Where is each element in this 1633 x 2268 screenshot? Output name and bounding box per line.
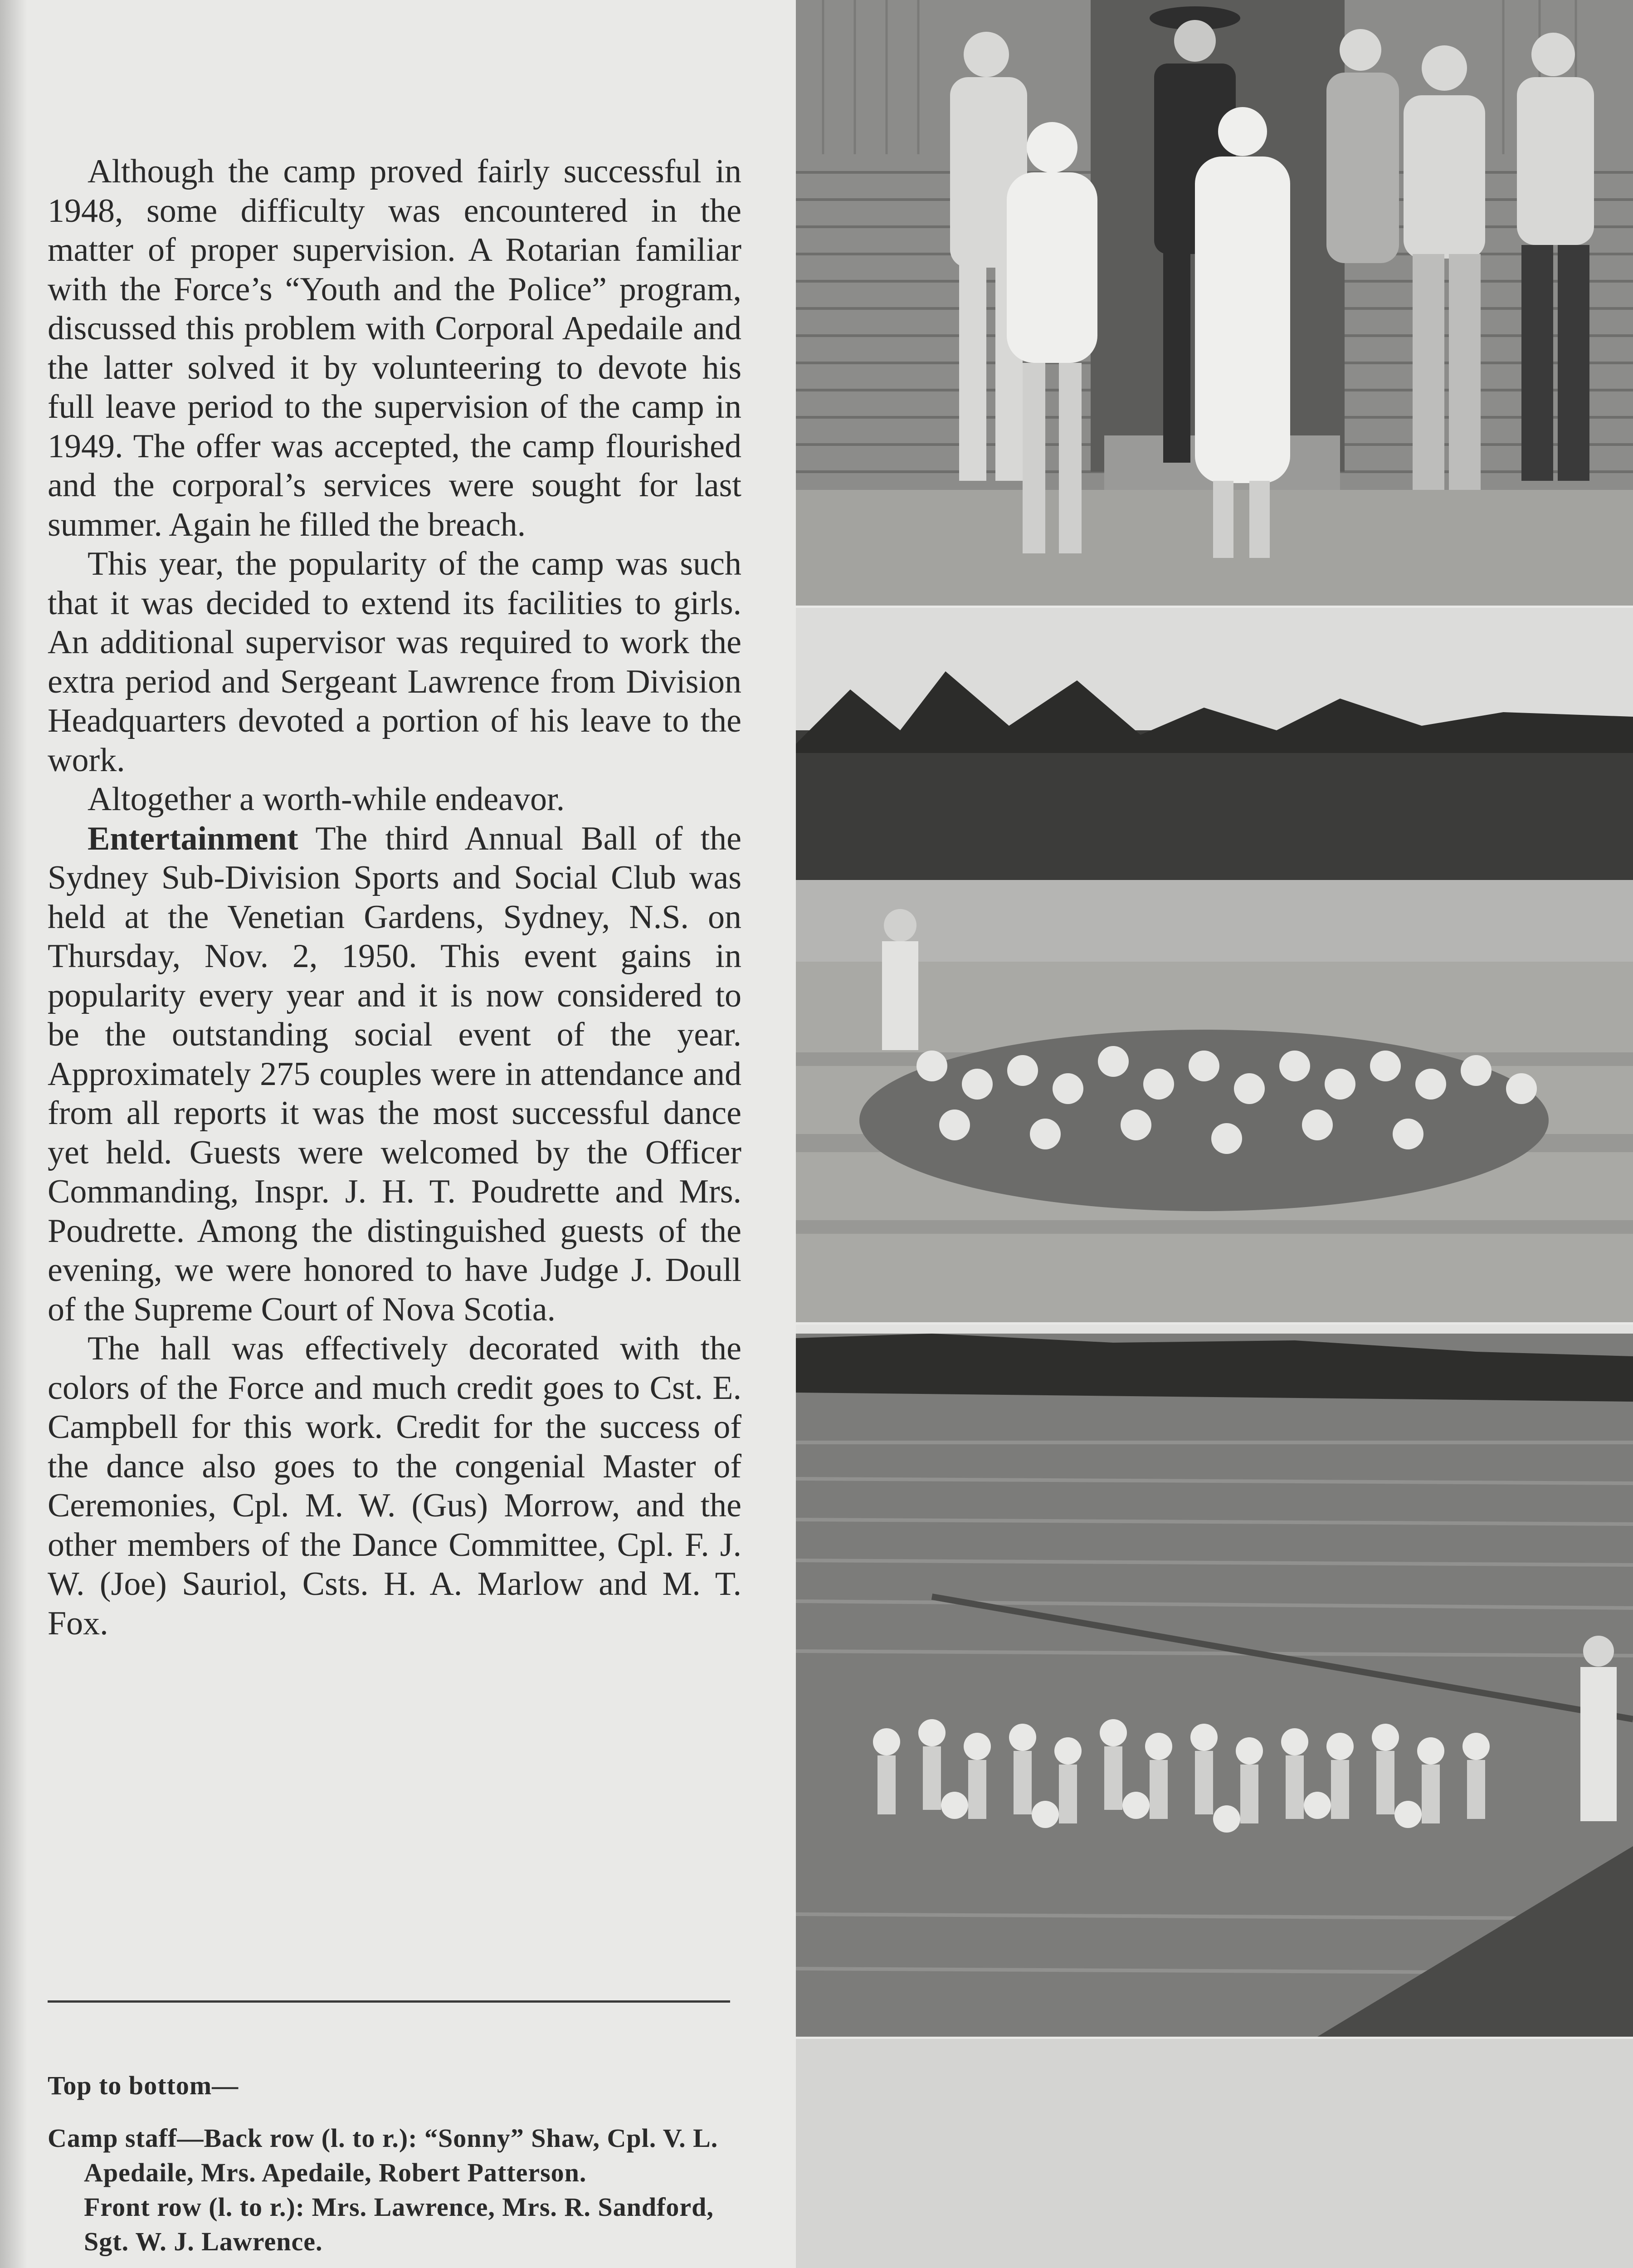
caption-camp-staff-back: Camp staff—Back row (l. to r.): “Sonny” Shaw, Cpl. V. L. Apedaile, Mrs. Apedaile, Robert Patterson. — [48, 2123, 718, 2187]
photo-camp-staff — [796, 0, 1633, 606]
photo-captions — [48, 2068, 741, 2268]
photo-youth-police-talk — [796, 608, 1633, 1322]
caption-camp-staff-front: Front row (l. to r.): Mrs. Lawrence, Mrs. R. Sandford, Sgt. W. J. Lawrence. — [84, 2192, 714, 2256]
entertainment-text: The third Annual Ball of the Sydney Sub-Division Sports and Social Club was held at the Venetian Gardens, Sydney, N.S. on Thursday, Nov. 2, 1950. This event gains in popularity every year and it is now considered to be the outstanding social event of the year. Approximately 275 couples were in attendance and from all reports it was the most successful dance yet held. Guests were welcomed by the Officer Commanding, Inspr. J. H. T. Poudrette and Mrs. Poudrette. Among the distinguished guests of the evening, we were honored to have Judge J. Doull of the Supreme Court of Nova Scotia. — [48, 820, 741, 1328]
article-paragraph: Altogether a worth-while endeavor. — [88, 781, 565, 818]
photo-boxing-class — [796, 2039, 1633, 2268]
article-paragraph: The hall was effectively decorated with the colors of the Force and much credit goes to Cst. E. Campbell for this work. Credit for the success of the dance also goes to the congenial Master of Ceremonies, Cpl. M. W. (Gus) Morrow, and the other members of the Dance Committee, Cpl. F. J. W. (Joe) Sauriol, Csts. H. A. Marlow and M. T. Fox. — [48, 1330, 741, 1642]
article-paragraph: Although the camp proved fairly successful in 1948, some difficulty was encountered in the matter of proper supervision. A Rotarian familiar with the Force’s “Youth and the Police” program, discussed this problem with Corporal Apedaile and the latter solved it by volunteering to devote his full leave period to the supervision of the camp in 1949. The offer was accepted, the camp flourished and the corporal’s services were sought for last summer. Again he filled the breach. — [48, 153, 741, 543]
photo-swim-period — [796, 1325, 1633, 2037]
page-binding-shadow — [0, 0, 27, 2268]
article-text-column — [48, 152, 741, 1643]
entertainment-paragraph — [48, 819, 741, 1330]
entertainment-heading: Entertainment — [88, 820, 298, 857]
caption-divider — [48, 2000, 730, 2003]
article-paragraph: This year, the popularity of the camp was such that it was decided to extend its facilities to girls. An additional supervisor was required to work the extra period and Sergeant Lawrence from Division Headquarters devoted a portion of his leave to the work. — [48, 545, 741, 779]
caption-intro: Top to bottom— — [48, 2071, 239, 2100]
